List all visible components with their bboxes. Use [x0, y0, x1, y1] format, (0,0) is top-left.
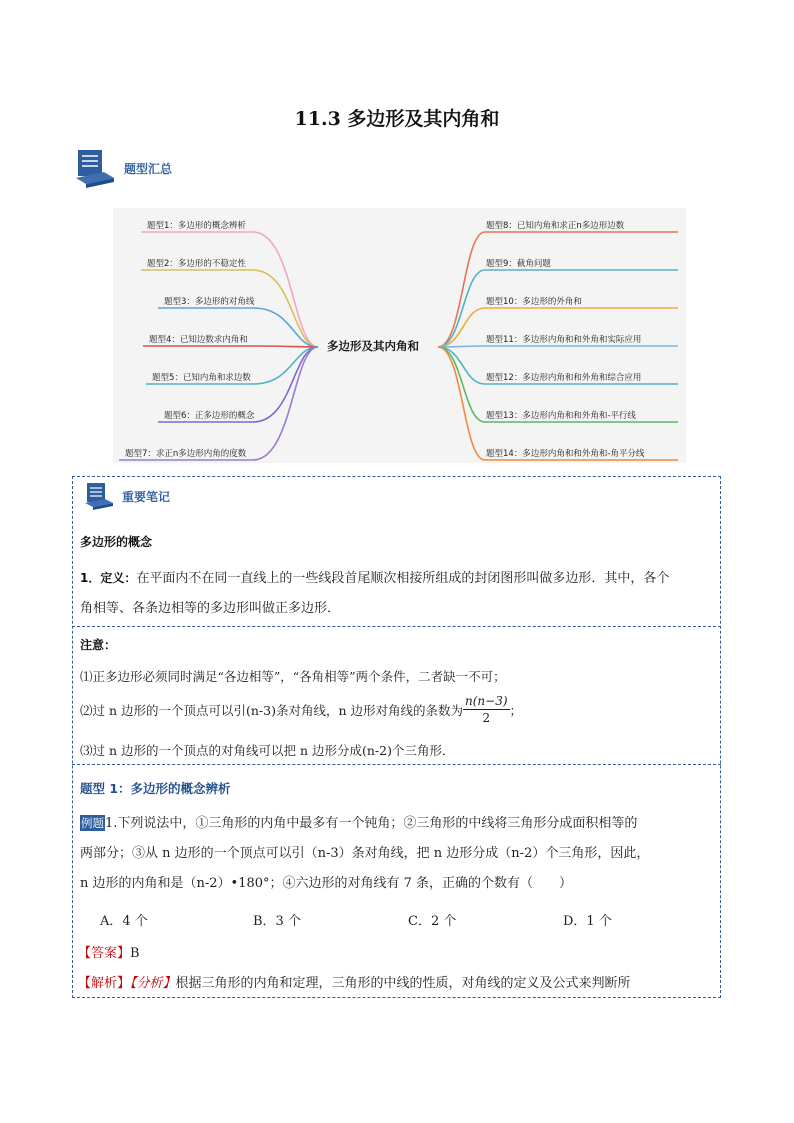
analysis-text: 根据三角形的内角和定理，三角形的中线的性质，对角线的定义及公式来判断所	[175, 976, 631, 991]
mindmap-topic: 题型1：多边形的概念辨析	[147, 221, 246, 231]
example-question	[80, 809, 720, 899]
mindmap-topic: 题型11：多边形内角和和外角和实际应用	[486, 335, 642, 345]
definition-line: 角相等、各条边相等的多边形叫做正多边形．	[80, 601, 341, 616]
analysis-tag: 【分析】	[130, 976, 176, 991]
analysis-line	[78, 972, 631, 991]
mindmap-topic: 题型7：求正n多边形内角的度数	[125, 449, 247, 459]
note-item: ⑶过 n 边形的一个顶点的对角线可以把 n 边形分成(n-2)个三角形．	[80, 743, 455, 758]
books-icon	[74, 148, 116, 188]
mindmap-topic: 题型12：多边形内角和和外角和综合应用	[486, 373, 642, 383]
note-text: ；	[509, 702, 523, 718]
definition	[80, 563, 720, 624]
option-a: A．4 个	[100, 914, 148, 929]
divider	[72, 626, 721, 627]
answer-line	[78, 942, 140, 961]
mindmap-branch	[438, 232, 678, 347]
mindmap-branch	[438, 347, 678, 460]
notes-section-header	[84, 482, 170, 510]
divider	[72, 764, 721, 765]
option-d: D．1 个	[563, 914, 612, 929]
mindmap	[113, 208, 686, 463]
mindmap-topic: 题型14：多边形内角和和外角和-角平分线	[486, 449, 645, 459]
summary-section-label: 题型汇总	[124, 161, 173, 176]
question-line: 两部分；③从 n 边形的一个顶点可以引（n-3）条对角线，把 n 边形分成（n-2）个三角形，因此，	[80, 846, 650, 861]
concept-heading: 多边形的概念	[80, 535, 153, 549]
definition-line: 在平面内不在同一直线上的一些线段首尾顺次相接所组成的封闭图形叫做多边形．其中，各个	[136, 571, 670, 586]
mindmap-topic: 题型4：已知边数求内角和	[149, 335, 248, 345]
formula-numerator: n(n−3)	[465, 694, 508, 708]
note-item	[80, 693, 522, 726]
mindmap-branch	[119, 347, 318, 460]
example-tag: 例题	[81, 816, 104, 830]
definition-prefix: 1．定义：	[80, 571, 137, 585]
mindmap-branch	[141, 232, 318, 347]
option-b: B．3 个	[253, 914, 301, 929]
analysis-label: 【解析】	[78, 976, 131, 991]
attention-label: 注意：	[80, 638, 117, 652]
mindmap-topic: 题型9：截角问题	[486, 259, 551, 269]
mindmap-topic: 题型5：已知内角和求边数	[152, 373, 251, 383]
note-text: ⑵过 n 边形的一个顶点可以引(n-3)条对角线，n 边形对角线的条数为	[80, 702, 464, 718]
mindmap-topic: 题型10：多边形的外角和	[486, 297, 582, 307]
question-line: n 边形的内角和是（n-2）•180°；④六边形的对角线有 7 条，正确的个数有（ ）	[80, 876, 573, 891]
mindmap-branch	[143, 346, 318, 347]
page-title: 11.3 多边形及其内角和	[294, 108, 500, 130]
summary-section-header	[74, 148, 172, 188]
option-c: C．2 个	[408, 914, 457, 929]
mindmap-branch	[438, 346, 678, 347]
question-line: 1.下列说法中，①三角形的内角中最多有一个钝角；②三角形的中线将三角形分成面积相等的	[105, 816, 638, 831]
answer-value: B	[130, 946, 140, 961]
formula-denominator: 2	[482, 711, 491, 725]
answer-label: 【答案】	[78, 946, 131, 961]
mindmap-topic: 题型2：多边形的不稳定性	[147, 259, 246, 269]
mindmap-topic: 题型13：多边形内角和和外角和-平行线	[486, 411, 636, 421]
diagonal-formula	[463, 693, 510, 726]
note-item: ⑴正多边形必须同时满足“各边相等”，“各角相等”两个条件，二者缺一不可；	[80, 669, 506, 684]
mindmap-center: 多边形及其内角和	[327, 339, 419, 353]
mindmap-topic: 题型3：多边形的对角线	[164, 297, 255, 307]
mindmap-topic: 题型8：已知内角和求正n多边形边数	[486, 221, 625, 231]
type1-title: 题型 1：多边形的概念辨析	[80, 781, 231, 796]
notes-section-label: 重要笔记	[122, 489, 171, 504]
mindmap-topic: 题型6：正多边形的概念	[164, 411, 255, 421]
books-icon	[84, 482, 114, 510]
notes-box	[72, 476, 721, 998]
